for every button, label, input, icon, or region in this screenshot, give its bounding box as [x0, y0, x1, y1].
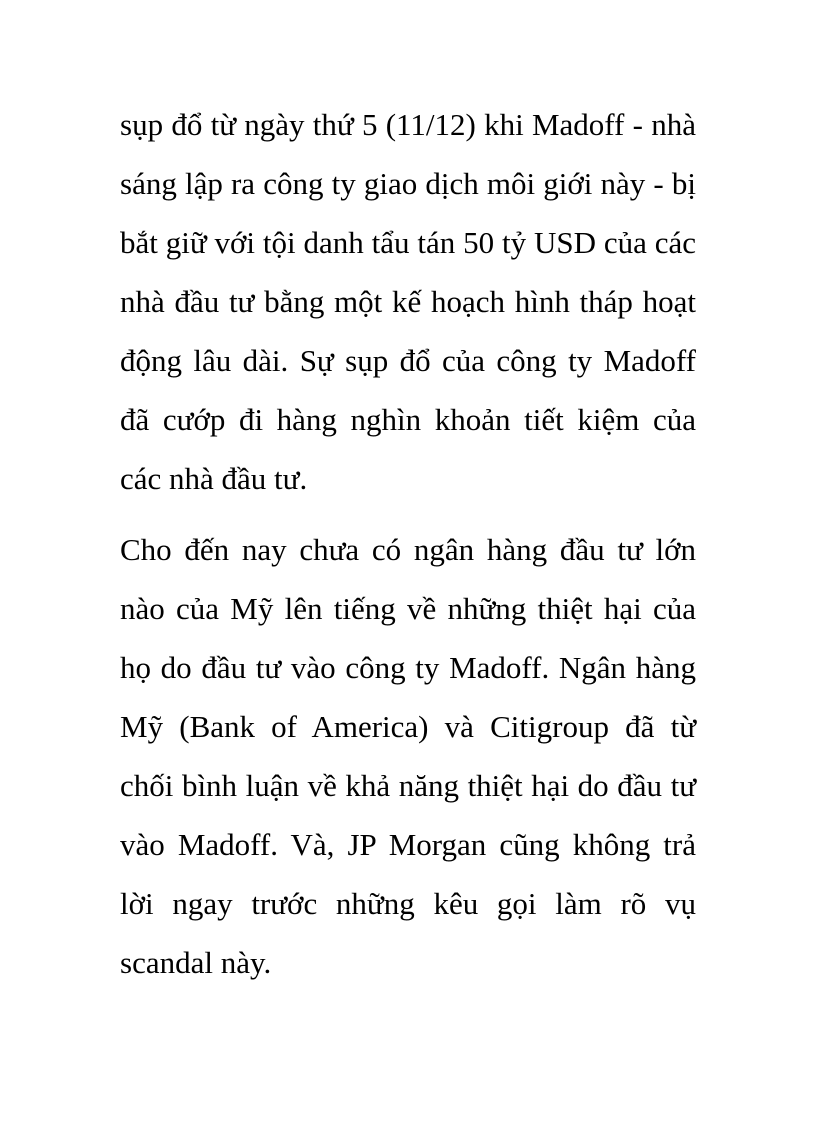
- paragraph-bank-response: Cho đến nay chưa có ngân hàng đầu tư lớn nào của Mỹ lên tiếng về những thiệt hại của họ do đầu tư vào công ty Madoff. Ngân hàng Mỹ (Bank of America) và Citigroup đã từ chối bình luận về khả năng thiệt hại do đầu tư vào Madoff. Và, JP Morgan cũng không trả lời ngay trước những kêu gọi làm rõ vụ scandal này.: [120, 532, 696, 980]
- paragraph-madoff-collapse: sụp đổ từ ngày thứ 5 (11/12) khi Madoff - nhà sáng lập ra công ty giao dịch môi giới này - bị bắt giữ với tội danh tẩu tán 50 tỷ USD của các nhà đầu tư bằng một kế hoạch hình tháp hoạt động lâu dài. Sự sụp đổ của công ty Madoff đã cướp đi hàng nghìn khoản tiết kiệm của các nhà đầu tư.: [120, 107, 696, 496]
- document-page: [120, 95, 696, 992]
